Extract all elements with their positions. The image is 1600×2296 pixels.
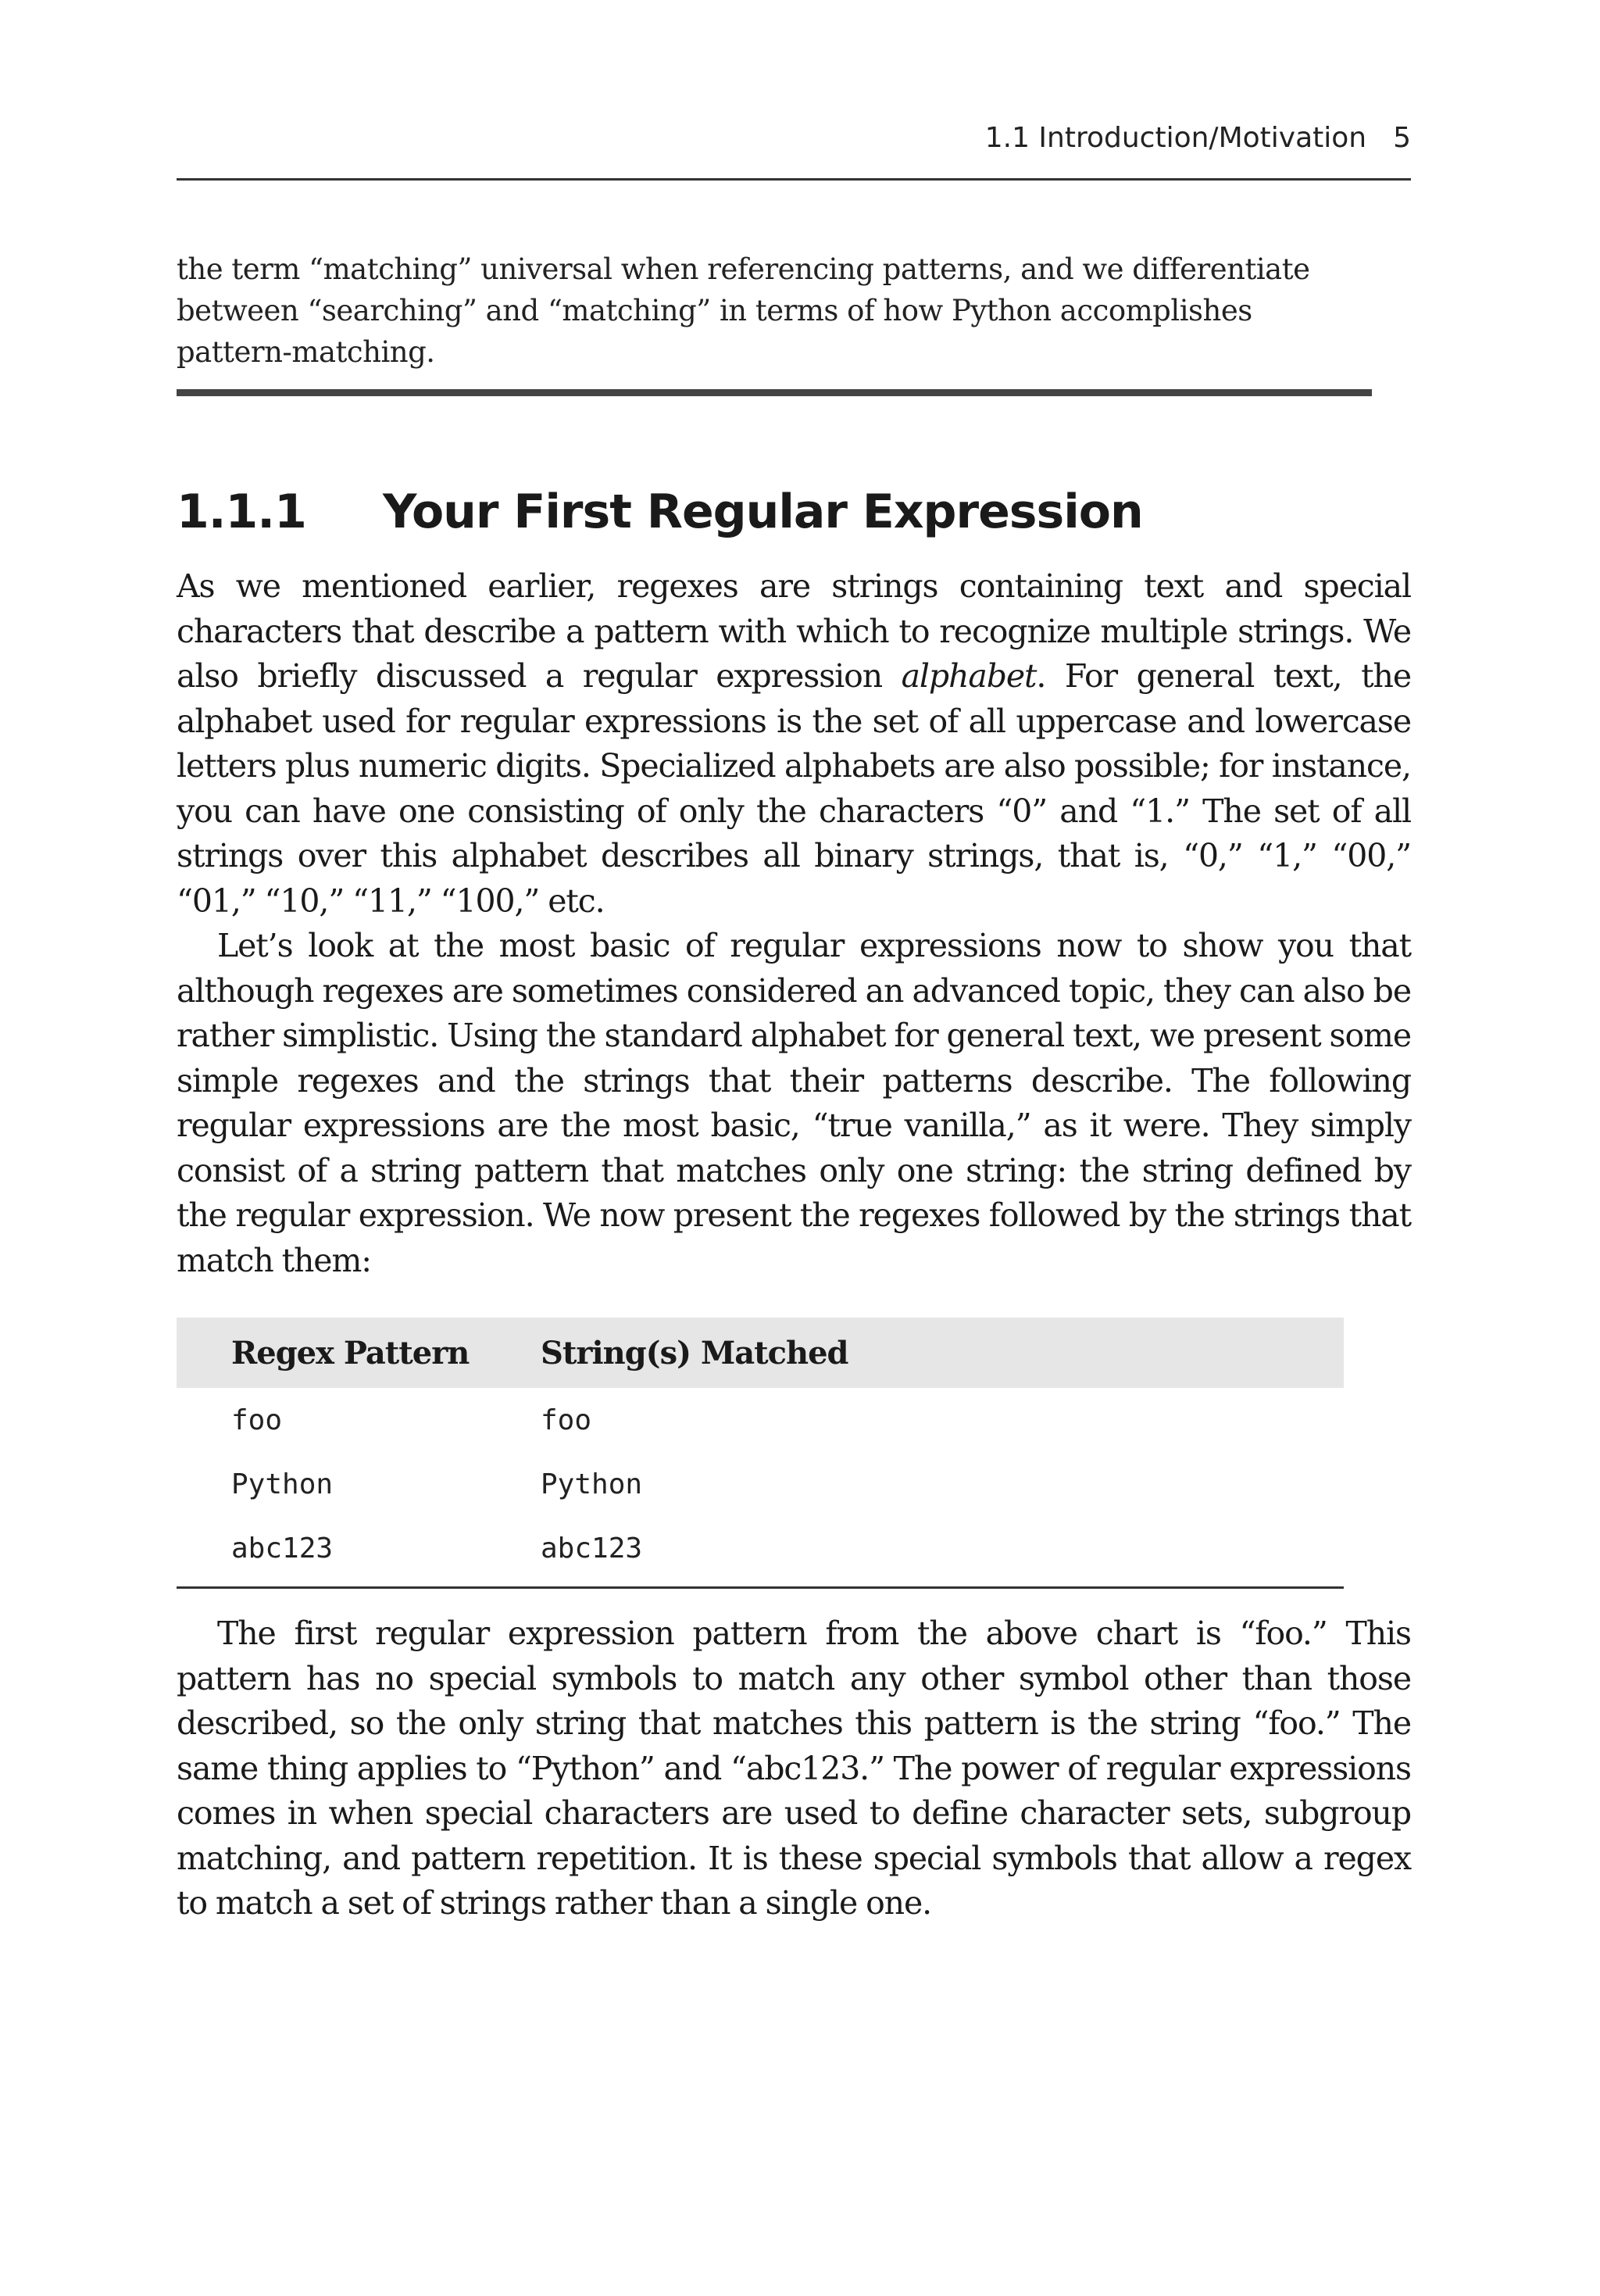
- section-number: 1.1.1: [177, 485, 306, 539]
- paragraph-1: [177, 564, 1411, 924]
- note-line: between “searching” and “matching” in terms of how Python accomplishes: [177, 294, 1252, 327]
- running-header-title: 1.1 Introduction/Motivation: [984, 122, 1367, 154]
- running-header: [177, 122, 1411, 154]
- header-rule: [177, 178, 1411, 181]
- table-header-regex-pattern: Regex Pattern: [231, 1334, 470, 1372]
- paragraph-1-text: As we mentioned earlier, regexes are strings containing text and special characters that describe a pattern with which to recognize multiple strings. We also briefly discussed a regular expression: [177, 567, 1411, 695]
- table-bottom-rule: [177, 1586, 1344, 1589]
- note-box: [177, 249, 1411, 373]
- table-cell-match: abc123: [541, 1532, 643, 1565]
- regex-table: [177, 1318, 1344, 1589]
- table-cell-pattern: Python: [231, 1468, 334, 1500]
- table-row: [177, 1516, 1344, 1580]
- body-text-intro: [177, 564, 1411, 1283]
- section-title: Your First Regular Expression: [383, 485, 1143, 539]
- body-text-conclusion: [177, 1611, 1411, 1926]
- section-heading: [177, 485, 1411, 539]
- table-cell-pattern: foo: [231, 1404, 283, 1436]
- table-cell-pattern: abc123: [231, 1532, 334, 1565]
- paragraph-2: Let’s look at the most basic of regular expressions now to show you that although regexes are sometimes considered an advanced topic, they can also be rather simplistic. Using the standard alphabet for general text, we present some simple regexes and the strings that their patterns describe. The following regular expressions are the most basic, “true vanilla,” as it were. They simply consist of a string pattern that matches only one string: the string defined by the regular expression. We now present the regexes followed by the strings that match them:: [177, 927, 1411, 1279]
- table-row: [177, 1452, 1344, 1516]
- note-line: pattern-matching.: [177, 335, 435, 369]
- italic-term: alphabet: [901, 657, 1037, 695]
- paragraph-3: The first regular expression pattern from the above chart is “foo.” This pattern has no special symbols to match any other symbol other than those described, so the only string that matches this pattern is the string “foo.” The same thing applies to “Python” and “abc123.” The power of regular expressions comes in when special characters are used to define character sets, subgroup matching, and pattern repetition. It is these special symbols that allow a regex to match a set of strings rather than a single one.: [177, 1615, 1411, 1922]
- table-cell-match: foo: [541, 1404, 592, 1436]
- table-row: [177, 1388, 1344, 1452]
- note-line: the term “matching” universal when referencing patterns, and we differentiate: [177, 252, 1310, 286]
- page-number: 5: [1393, 122, 1411, 154]
- paragraph-1-text-cont: . For general text, the alphabet used for regular expressions is the set of all uppercase and lowercase letters plus numeric digits. Specialized alphabets are also possible; for instance, you can have one consisting of only the characters “0” and “1.” The set of all strings over this alphabet describes all binary strings, that is, “0,” “1,” “00,” “01,” “10,” “11,” “100,” etc.: [177, 657, 1411, 920]
- table-header-strings-matched: String(s) Matched: [541, 1334, 848, 1372]
- table-cell-match: Python: [541, 1468, 643, 1500]
- table-header-row: [177, 1318, 1344, 1388]
- note-bottom-rule: [177, 389, 1372, 396]
